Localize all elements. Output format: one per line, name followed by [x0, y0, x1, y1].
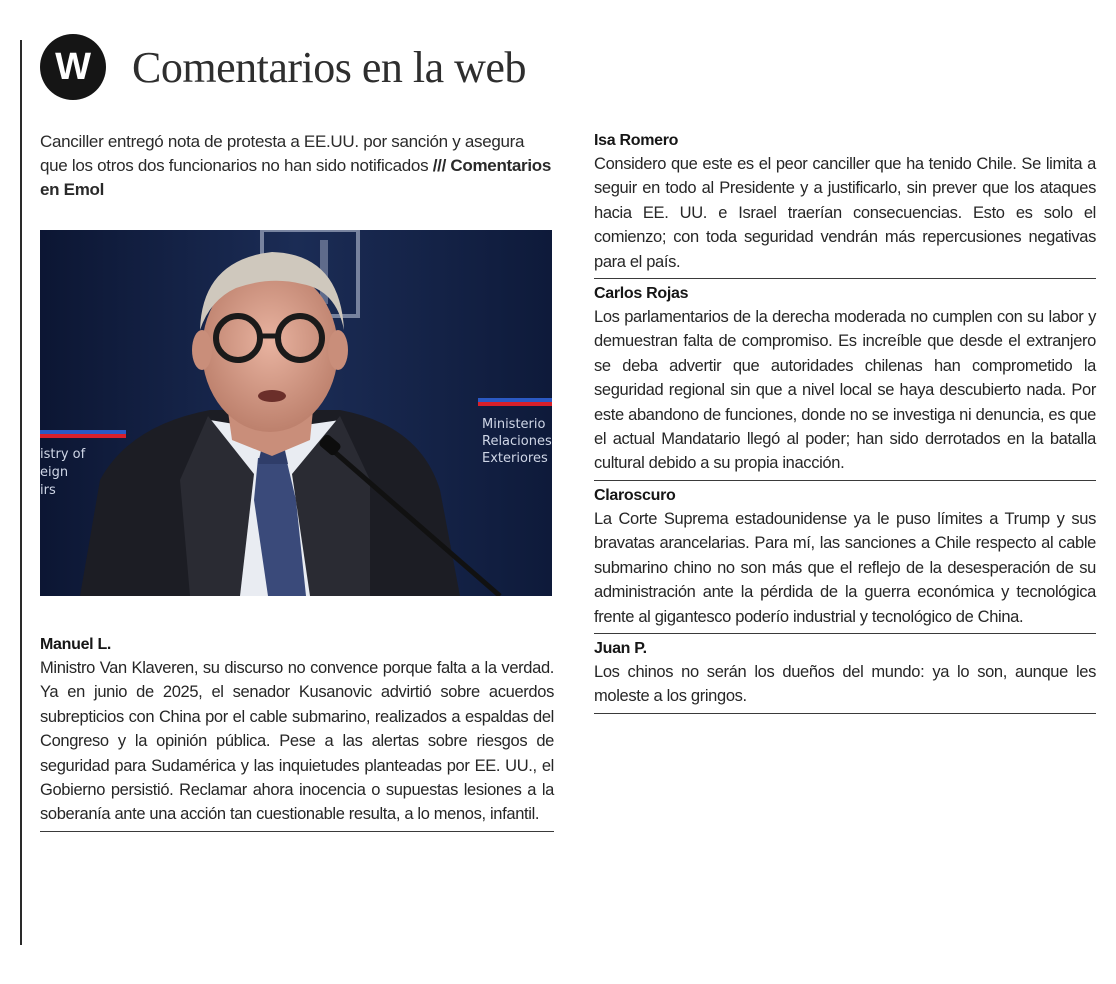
comment-author: Carlos Rojas — [594, 285, 689, 303]
logo-letter: W — [55, 45, 91, 88]
comment-author: Claroscuro — [594, 486, 676, 504]
minister-photo — [40, 230, 552, 596]
sign-text-2: Relaciones — [482, 434, 552, 449]
comment-manuel — [40, 634, 554, 832]
comment-carlos-rojas — [594, 283, 1096, 481]
left-column — [40, 130, 554, 836]
comment-author: Isa Romero — [594, 132, 679, 149]
left-column-rule — [20, 40, 22, 945]
comment-text: Los chinos no serán los dueños del mundo: ya lo son, aunque les moleste a los gringos. — [594, 662, 1096, 706]
comment-isa-romero — [594, 130, 1096, 279]
comment-text: Considero que este es el peor canciller que ha tenido Chile. Se limita a seguir en todo al Presidente y a justificarlo, sin prever que los ataques hacia EE. UU. e Israel traerían consecuencias. Esto es solo el comienzo; con toda seguridad vendrán más repercusiones negativas para el país. — [594, 155, 1096, 271]
section-title: Comentarios en la web — [132, 42, 526, 92]
comment-text: Los parlamentarios de la derecha moderada no cumplen con su labor y demuestran falta de compromiso. Es increíble que desde el extranjero se deba advertir que autoridades chilenas han comprometido la seguridad regional sin que a nivel local se haya descubierto nada. Por este abandono de funciones, donde no se investiga ni denuncia, es que el actual Mandatario llegó al poder; han sido derrotados en la batalla cultural debido a su propia inacción. — [594, 308, 1096, 473]
comment-juan-p — [594, 638, 1096, 714]
sign-text-3: Exteriores — [482, 451, 548, 466]
lead-text: Canciller entregó nota de protesta a EE.UU. por sanción y asegura que los otros dos funcionarios no han sido notificados — [40, 132, 525, 175]
left-sign-3: irs — [40, 483, 56, 498]
left-sign-2: eign — [40, 465, 69, 480]
comment-author: Juan P. — [594, 639, 647, 657]
lead-link[interactable] — [40, 130, 554, 230]
right-column — [594, 130, 1096, 718]
comment-author: Manuel L. — [40, 636, 112, 653]
web-logo-icon — [40, 34, 106, 100]
comment-text: La Corte Suprema estadounidense ya le puso límites a Trump y sus bravatas arancelarias. Para mí, las sanciones a Chile respecto al cable submarino chino no son más que el reflejo de la desesperación de su administración ante la pérdida de la guerra económica y tecnológica frente al gigantesco poderío industrial y tecnológico de China. — [594, 509, 1096, 626]
lead-source: /// Comentarios en Emol — [40, 156, 552, 199]
comment-claroscuro — [594, 485, 1096, 634]
left-sign-1: istry of — [40, 447, 86, 462]
comment-text: Ministro Van Klaveren, su discurso no convence porque falta a la verdad. Ya en junio de 2025, el senador Kusanovic advirtió sobre acuerdos subrepticios con China por el cable submarino, realizados a espaldas del Congreso y la opinión pública. Pese a las alertas sobre riesgos de seguridad para Sudamérica y las inquietudes planteadas por EE. UU., el Gobierno persistió. Reclamar ahora inocencia o supuestas lesiones a la soberanía ante una acción tan cuestionable resulta, a lo menos, infantil. — [40, 659, 554, 824]
sign-text-1: Ministerio — [482, 417, 546, 432]
section-header — [40, 32, 526, 102]
